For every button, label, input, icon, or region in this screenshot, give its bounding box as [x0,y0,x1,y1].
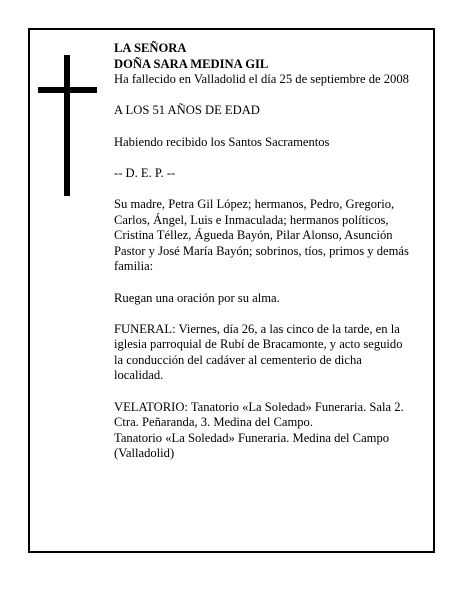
title-line-2: DOÑA SARA MEDINA GIL [114,56,269,71]
cross-horizontal-bar [38,87,97,93]
age-line: A LOS 51 AÑOS DE EDAD [114,103,260,118]
dep-line: -- D. E. P. -- [114,165,176,180]
cross-vertical-bar [64,55,70,196]
death-announcement: Ha fallecido en Valladolid el día 25 de septiembre de 2008 [114,72,409,87]
wake-line-2: Tanatorio «La Soledad» Funeraria. Medina del Campo (Valladolid) [114,430,390,461]
sacraments-line: Habiendo recibido los Santos Sacramentos [114,134,330,149]
prayer-line: Ruegan una oración por su alma. [114,290,280,305]
wake-line-1: VELATORIO: Tanatorio «La Soledad» Funeraria. Sala 2. Ctra. Peñaranda, 3. Medina del Campo. [114,399,404,430]
obituary-text [114,41,414,462]
family-paragraph: Su madre, Petra Gil López; hermanos, Pedro, Gregorio, Carlos, Ángel, Luis e Inmaculada; hermanos políticos, Cristina Téllez, Águeda Bayón, Pilar Alonso, Asunción Pastor y José María Bayón; sobrinos, tíos, primos y demás familia: [114,196,409,274]
title-line-1: LA SEÑORA [114,41,187,55]
funeral-paragraph: FUNERAL: Viernes, día 26, a las cinco de la tarde, en la iglesia parroquial de Rubí de Bracamonte, y acto seguido la conducción del cadáver al cementerio de dicha localidad. [114,321,403,383]
